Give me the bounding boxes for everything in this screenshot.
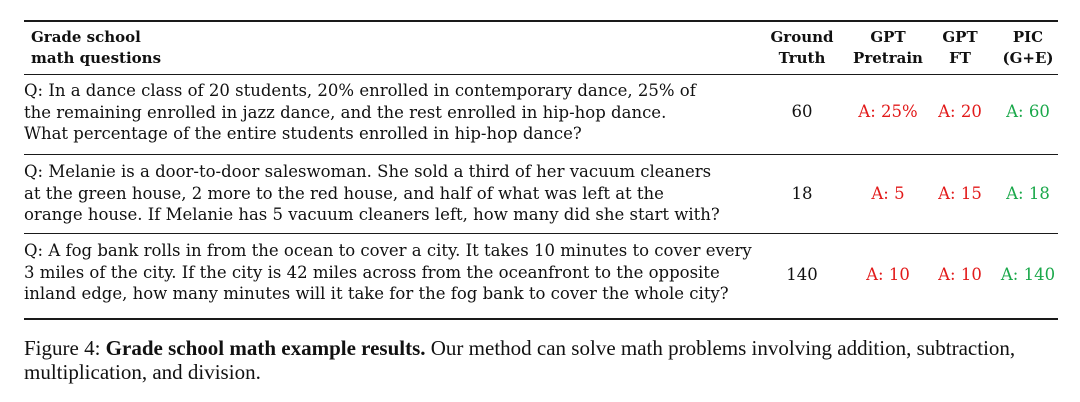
question-line: inland edge, how many minutes will it take for the fog bank to cover the whole city? xyxy=(24,284,729,303)
gpt-pretrain-answer: A: 25% xyxy=(858,102,918,121)
header-gpt-pretrain xyxy=(842,27,934,69)
header-gpt-ft xyxy=(926,27,994,69)
ground-truth-value: 140 xyxy=(786,265,818,284)
ground-truth-value: 60 xyxy=(791,102,813,121)
caption-label: Figure 4: xyxy=(24,336,101,360)
gpt-pretrain-answer: A: 10 xyxy=(866,265,910,284)
caption-title: Grade school math example results. xyxy=(105,336,426,360)
question-line: Q: Melanie is a door-to-door saleswoman. She sold a third of her vacuum cleaners xyxy=(24,162,712,181)
header-pic-line1: PIC xyxy=(1012,28,1044,46)
pic-answer: A: 60 xyxy=(1006,102,1050,121)
question-line: the remaining enrolled in jazz dance, and the rest enrolled in hip-hop dance. xyxy=(24,102,667,122)
header-gpt-pretrain-line1: GPT xyxy=(870,28,906,46)
header-gpt-ft-line2: FT xyxy=(949,49,971,67)
question-line: Q: In a dance class of 20 students, 20% enrolled in contemporary dance, 25% of xyxy=(24,81,696,100)
question-text xyxy=(24,161,784,226)
pic-answer: A: 18 xyxy=(1006,184,1050,203)
gpt-ft-answer: A: 20 xyxy=(938,102,982,121)
header-questions xyxy=(31,27,161,69)
header-ground-truth-line2: Truth xyxy=(778,49,826,67)
header-ground-truth-line1: Ground xyxy=(770,28,834,46)
table-bottom-rule xyxy=(24,318,1058,320)
gpt-ft-answer: A: 10 xyxy=(938,265,982,284)
header-pic xyxy=(992,27,1064,69)
question-line: 3 miles of the city. If the city is 42 miles across from the oceanfront to the opposite xyxy=(24,262,720,282)
header-pic-line2: (G+E) xyxy=(1002,49,1054,67)
header-gpt-ft-line1: GPT xyxy=(942,28,978,46)
question-text xyxy=(24,80,784,145)
row-divider-rule xyxy=(24,154,1058,155)
table-top-rule xyxy=(24,20,1058,22)
row-divider-rule xyxy=(24,233,1058,234)
question-line: Q: A fog bank rolls in from the ocean to cover a city. It takes 10 minutes to cover every xyxy=(24,241,752,260)
question-line: What percentage of the entire students enrolled in hip-hop dance? xyxy=(24,124,582,143)
gpt-pretrain-answer: A: 5 xyxy=(871,184,905,203)
figure-caption xyxy=(24,336,1069,384)
header-gpt-pretrain-line2: Pretrain xyxy=(853,49,923,67)
ground-truth-value: 18 xyxy=(791,184,813,203)
header-questions-line1: Grade school xyxy=(31,28,141,46)
question-line: orange house. If Melanie has 5 vacuum cleaners left, how many did she start with? xyxy=(24,205,720,224)
caption-text: Our method can solve math problems involving addition, subtraction, multiplication, and division. xyxy=(24,336,1016,384)
header-divider-rule xyxy=(24,74,1058,75)
pic-answer: A: 140 xyxy=(1000,265,1056,284)
question-text xyxy=(24,240,784,305)
question-line: at the green house, 2 more to the red house, and half of what was left at the xyxy=(24,183,664,203)
header-ground-truth xyxy=(760,27,844,69)
header-questions-line2: math questions xyxy=(31,49,162,67)
gpt-ft-answer: A: 15 xyxy=(938,184,982,203)
